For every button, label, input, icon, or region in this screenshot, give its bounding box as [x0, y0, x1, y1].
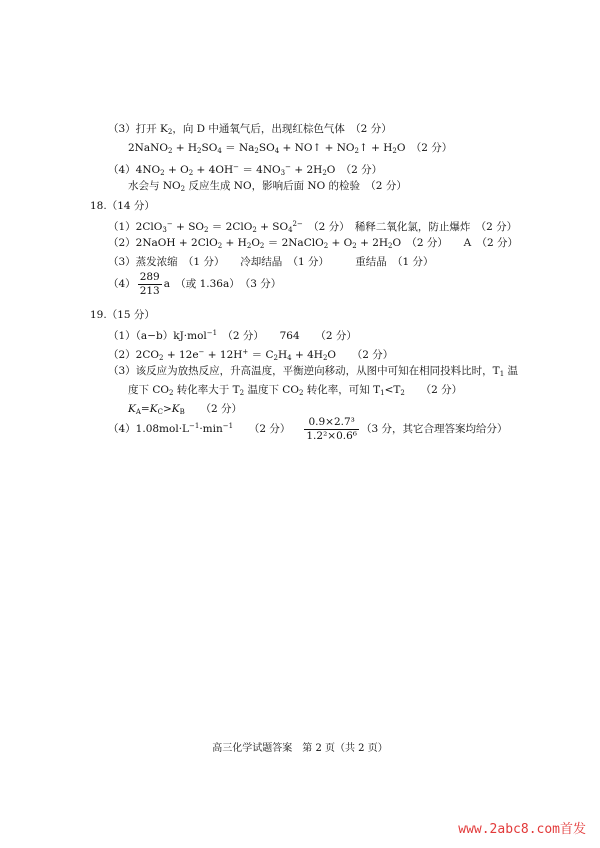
text-fragment: （2）2CO	[108, 349, 160, 361]
page-footer: 高三化学试题答案 第 2 页（共 2 页）	[212, 743, 388, 754]
text-fragment: K	[128, 403, 136, 415]
text-fragment: + 4OH	[193, 164, 234, 176]
text-fragment: 3	[280, 169, 286, 177]
text-fragment: −1	[206, 329, 218, 337]
answer-17-3a	[108, 122, 392, 139]
text-fragment: + 4H	[291, 349, 323, 361]
text-fragment: 213	[139, 284, 160, 297]
text-fragment: （3 分，其它合理答案均给分）	[361, 423, 508, 435]
text-fragment: 2	[167, 128, 173, 136]
text-fragment: 2−	[292, 220, 303, 228]
answer-19-2	[108, 345, 393, 365]
text-fragment: 反应生成 NO，影响后面 NO 的检验 （2 分）	[185, 180, 407, 192]
text-fragment: ＝ 4NO	[239, 164, 281, 176]
text-fragment: 转化率大于 T	[173, 384, 240, 396]
text-fragment: 289	[139, 270, 160, 283]
text-fragment: 2	[197, 147, 202, 155]
text-fragment: ＝ 2ClO	[208, 221, 253, 233]
text-fragment: ＝ C	[248, 349, 274, 361]
text-fragment: 2	[159, 354, 164, 362]
text-fragment: −1	[222, 422, 234, 430]
text-fragment: （1）2ClO	[108, 221, 163, 233]
text-fragment: 2	[400, 389, 405, 397]
text-fragment: a （或 1.36a） （3 分）	[163, 278, 282, 290]
text-fragment: O （2 分）	[327, 349, 394, 361]
text-fragment: 2	[204, 226, 209, 234]
text-fragment: （1）（a−b）kJ·mol	[108, 330, 207, 342]
answer-18-4	[108, 270, 281, 298]
text-fragment: 2	[354, 147, 359, 155]
text-fragment: 2	[167, 147, 173, 155]
text-fragment: 2NaNO	[128, 142, 168, 154]
text-fragment: 2	[392, 147, 397, 155]
text-fragment: SO	[201, 142, 218, 154]
text-fragment: −	[166, 220, 173, 228]
fraction-equilibrium-constant	[304, 416, 359, 443]
text-fragment: 温	[504, 365, 518, 377]
watermark[interactable]: www.2abc8.com首发	[458, 822, 586, 837]
text-fragment: ＝ 2NaClO	[264, 237, 324, 249]
text-fragment: 2	[322, 354, 328, 362]
text-fragment: （4）4NO	[108, 164, 161, 176]
text-fragment: （2 分） 764 （2 分）	[217, 330, 357, 342]
text-fragment: + 12e	[163, 349, 199, 361]
text-fragment: H	[277, 349, 288, 361]
text-fragment: O （2 分）	[326, 164, 383, 176]
text-fragment: （2 分） 稀释二氧化氯，防止爆炸 （2 分）	[302, 221, 518, 233]
text-fragment: + 2H	[356, 237, 389, 249]
text-fragment: 1	[380, 389, 385, 397]
text-fragment: 2	[298, 389, 304, 397]
text-fragment: + H	[172, 142, 198, 154]
text-fragment: ↑ + H	[358, 142, 393, 154]
text-fragment: + O	[328, 237, 353, 249]
text-fragment: 4	[288, 226, 293, 234]
text-fragment: 2	[188, 169, 194, 177]
text-fragment: 2	[273, 354, 278, 362]
text-fragment: （2 分）	[404, 384, 463, 396]
text-fragment: 转化率，可知 T	[303, 384, 381, 396]
answer-19-3b	[128, 383, 462, 400]
text-fragment: + H	[222, 237, 247, 249]
text-fragment: 2	[323, 242, 329, 250]
text-fragment: 4	[287, 354, 292, 362]
answer-18-3	[108, 255, 433, 269]
text-fragment: −	[285, 163, 291, 171]
answer-19-4	[108, 412, 508, 443]
text-fragment: 2	[259, 242, 265, 250]
text-fragment: + NO↑ + NO	[279, 142, 355, 154]
answer-17-4a	[108, 160, 382, 180]
text-fragment: + O	[164, 164, 189, 176]
text-fragment: 水会与 NO	[128, 180, 181, 192]
text-fragment: + 12H	[204, 349, 243, 361]
text-fragment: ＝ Na	[221, 142, 255, 154]
text-fragment: 2	[168, 389, 174, 397]
text-fragment: 2	[252, 226, 257, 234]
text-fragment: 2	[322, 169, 327, 177]
text-fragment: 2	[246, 242, 252, 250]
text-fragment: 度下 CO	[128, 384, 169, 396]
text-fragment: =K	[140, 403, 158, 415]
text-fragment: 4	[217, 147, 222, 155]
text-fragment: （2 分）	[233, 423, 291, 435]
text-fragment: A	[135, 408, 141, 416]
answer-19-3a	[108, 364, 518, 381]
question-18-header	[90, 199, 155, 213]
text-fragment: O （2 分）	[396, 142, 453, 154]
text-fragment: 1	[499, 370, 505, 378]
text-fragment: O	[251, 237, 260, 249]
text-fragment: 0.9×2.7³	[304, 416, 359, 430]
text-fragment: ·min	[199, 423, 223, 435]
text-fragment: 2	[160, 169, 165, 177]
text-fragment: + 2H	[291, 164, 323, 176]
text-fragment: 2	[352, 242, 357, 250]
text-fragment: −1	[189, 422, 200, 430]
text-fragment: C	[157, 408, 163, 416]
text-fragment: 4	[274, 147, 280, 155]
text-fragment: 2	[180, 185, 186, 193]
question-19-header	[90, 308, 155, 322]
text-fragment: 3	[162, 226, 167, 234]
text-fragment: 19.（15 分）	[90, 309, 155, 321]
text-fragment: 温度下 CO	[244, 384, 299, 396]
text-fragment: +	[242, 348, 249, 356]
text-fragment: 1.2²×0.6⁶	[306, 429, 357, 442]
text-fragment: 2	[254, 147, 259, 155]
answer-17-4b	[128, 179, 407, 196]
text-fragment: （4）1.08mol·L	[108, 423, 190, 435]
text-fragment: + SO	[172, 221, 204, 233]
answer-17-3b	[128, 141, 452, 158]
text-fragment: ，向 D 中通氧气后，出现红棕色气体 （2 分）	[172, 123, 392, 135]
text-fragment: 2	[217, 242, 223, 250]
text-fragment: −	[198, 348, 205, 356]
text-fragment: SO	[258, 142, 275, 154]
text-fragment: （2）2NaOH + 2ClO	[108, 237, 218, 249]
answer-18-2	[108, 236, 518, 253]
answer-19-1	[108, 326, 357, 343]
text-fragment: 2	[388, 242, 393, 250]
answer-18-1	[108, 217, 517, 237]
text-fragment: （3）打开 K	[108, 123, 168, 135]
text-fragment: 2	[239, 389, 245, 397]
text-fragment: −	[233, 163, 239, 171]
text-fragment: >K	[162, 403, 180, 415]
text-fragment: （4）	[108, 278, 136, 290]
text-fragment: （2 分）	[184, 403, 243, 415]
text-fragment: B	[179, 408, 185, 416]
fraction-289-213	[138, 271, 162, 298]
text-fragment: （3）该反应为放热反应，升高温度，平衡逆向移动，从图中可知在相同投料比时，T	[108, 365, 500, 377]
text-fragment: 18.（14 分）	[90, 200, 155, 212]
text-fragment: + SO	[256, 221, 289, 233]
text-fragment: <T	[384, 384, 401, 396]
text-fragment: O （2 分） A （2 分）	[392, 237, 518, 249]
text-fragment: （3）蒸发浓缩 （1 分） 冷却结晶 （1 分） 重结晶 （1 分）	[108, 256, 434, 268]
